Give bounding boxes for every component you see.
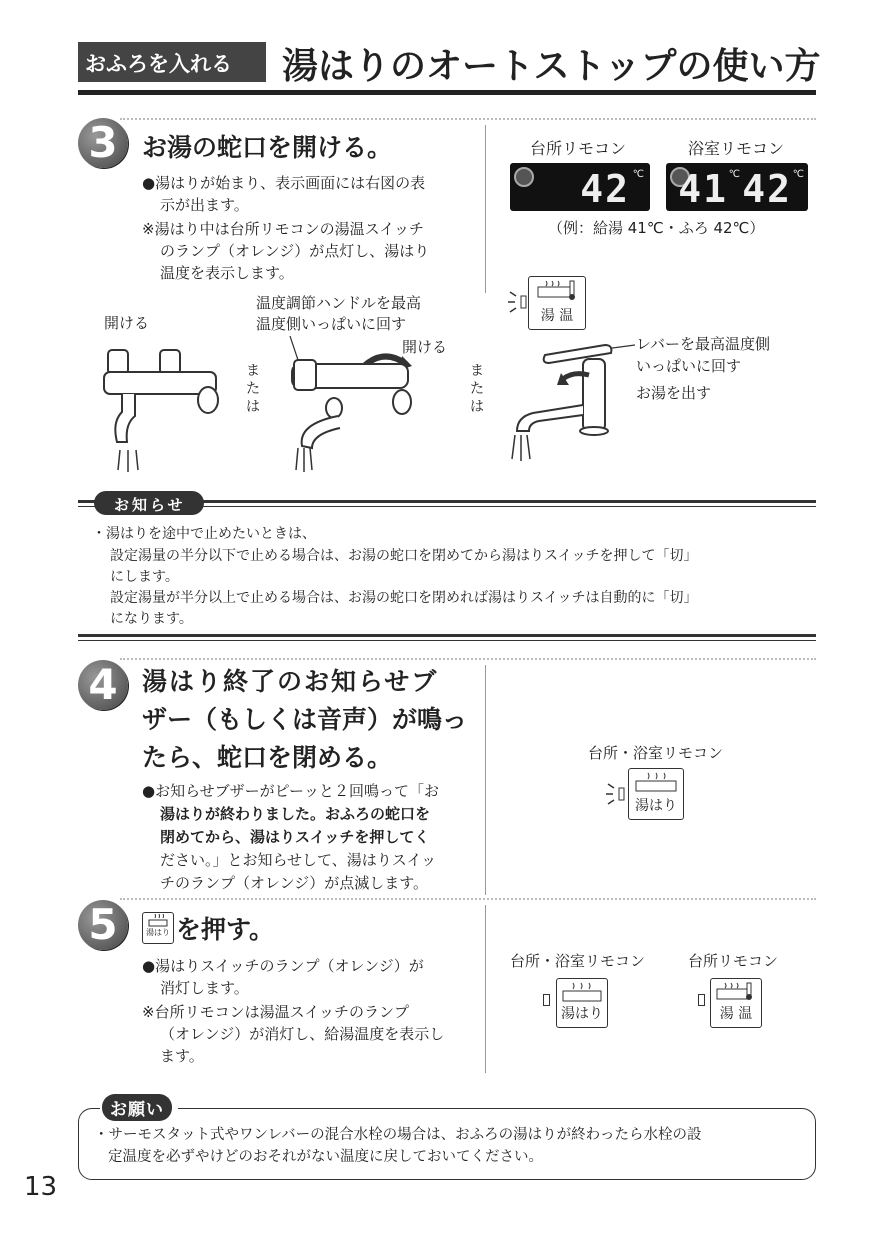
lamp-off-indicator: [698, 994, 705, 1006]
request-heading: お願い: [102, 1094, 172, 1121]
step4-body-line1: ●お知らせブザーがピーッと２回鳴って「お: [142, 782, 440, 800]
request-line2: 定温度を必ずやけどのおそれがない温度に戻しておいてください。: [108, 1149, 543, 1165]
thermostat-faucet-illustration: [284, 336, 424, 476]
divider: [120, 898, 816, 900]
lever-label-line1: レバーを最高温度側: [636, 335, 770, 353]
notice-line3: にします。: [110, 569, 179, 585]
kitchen-remote-display: [510, 163, 650, 211]
or-text-1: または: [246, 363, 260, 415]
step3-title: お湯の蛇口を開ける。: [142, 133, 393, 162]
yuhari-button-off-label: 湯はり: [561, 1006, 603, 1022]
bath-icon: [632, 771, 680, 795]
notice-line5: になります。: [110, 611, 193, 627]
unit-label-right: ℃: [792, 169, 804, 180]
lamp-off-indicator: [543, 994, 550, 1006]
bath-icon: [559, 981, 605, 1003]
display-example: （例：給湯 41℃・ふろ 42℃）: [548, 219, 765, 237]
bath-icon: [146, 914, 170, 928]
kitchen-temp: 42: [580, 167, 630, 211]
step5-remote-left-label: 台所・浴室リモコン: [510, 952, 646, 970]
kitchen-remote-label: 台所リモコン: [530, 139, 627, 158]
yuhari-button-label: 湯はり: [635, 798, 677, 814]
notice-heading: お知らせ: [114, 496, 186, 514]
step5-note-line2: （オレンジ）が消灯し、給湯温度を表示し: [160, 1025, 445, 1043]
faucet2-label-line1: 温度調節ハンドルを最高: [256, 294, 422, 312]
notice-line2: 設定湯量の半分以下で止める場合は、お湯の蛇口を閉めてから湯はりスイッチを押して「切」: [110, 548, 698, 564]
step4-body-line5: チのランプ（オレンジ）が点滅します。: [160, 874, 429, 892]
notice-line1: ・湯はりを途中で止めたいときは、: [92, 526, 316, 542]
step3-note-line2: のランプ（オレンジ）が点灯し、湯はり: [160, 242, 430, 260]
step5-note-line3: ます。: [160, 1047, 204, 1065]
yuon-button-label: 湯 温: [540, 308, 574, 324]
faucet1-label: 開ける: [104, 314, 150, 332]
bath-thermometer-icon: [532, 279, 582, 305]
header-rule: [78, 90, 816, 95]
notice-line4: 設定湯量が半分以上で止める場合は、お湯の蛇口を閉めれば湯はりスイッチは自動的に「切」: [110, 590, 698, 606]
bath-temp-right: 42: [742, 167, 792, 211]
step-number-5: 5: [78, 900, 128, 950]
bath-thermometer-icon: [713, 981, 759, 1003]
column-divider: [485, 665, 486, 895]
unit-label-left: ℃: [728, 169, 740, 180]
water-drop-icon: [514, 167, 534, 187]
step-number-4: 4: [78, 660, 128, 710]
step3-note-line3: 温度を表示します。: [160, 264, 294, 282]
step3-bullet-line2: 示が出ます。: [160, 196, 249, 214]
step4-body-line2: 湯はりが終わりました。おふろの蛇口を: [160, 805, 431, 823]
request-line1: ・サーモスタット式やワンレバーの混合水栓の場合は、おふろの湯はりが終わったら水栓の設: [94, 1127, 702, 1143]
step4-title-line1: 湯はり終了のお知らせブ: [142, 667, 439, 696]
bath-temp-left: 41: [678, 167, 728, 211]
step4-title-line2: ザー（もしくは音声）が鳴っ: [142, 705, 468, 734]
bath-remote-display: [666, 163, 808, 211]
faucet2-open-label: 開ける: [402, 338, 448, 356]
yuon-button-off-label: 湯 温: [719, 1006, 753, 1022]
step4-body-line4: ださい。」とお知らせして、湯はりスイッ: [160, 851, 437, 869]
step5-title: を押す。: [176, 915, 275, 944]
lever-label-line3: お湯を出す: [636, 384, 712, 402]
lever-label-line2: いっぱいに回す: [636, 357, 742, 375]
or-text-2: または: [470, 363, 484, 415]
step4-body-line3: 閉めてから、湯はりスイッチを押してく: [160, 828, 430, 846]
two-handle-faucet-illustration: [100, 340, 230, 475]
step5-body-line1: ●湯はりスイッチのランプ（オレンジ）が: [142, 957, 424, 975]
yuon-button: [528, 276, 586, 330]
notice-rule-bottom-inner: [78, 640, 816, 641]
category-label: おふろを入れる: [85, 52, 232, 76]
yuon-button-off: [710, 978, 762, 1028]
step5-note-line1: ※台所リモコンは湯温スイッチのランプ: [142, 1003, 409, 1021]
column-divider: [485, 125, 486, 293]
unit-label: ℃: [632, 169, 644, 180]
step-number-3: 3: [78, 118, 128, 168]
step5-body-line2: 消灯します。: [160, 979, 249, 997]
yuhari-icon-label: 湯はり: [146, 928, 170, 937]
yuhari-button-icon: [142, 912, 174, 944]
yuhari-button-off: [556, 978, 608, 1028]
step4-title-line3: たら、蛇口を閉める。: [142, 743, 393, 772]
lever-faucet-illustration: [505, 335, 635, 465]
step3-bullet-line1: ●湯はりが始まり、表示画面には右図の表: [142, 174, 426, 192]
faucet2-label-line2: 温度側いっぱいに回す: [256, 315, 407, 333]
divider: [120, 118, 816, 120]
divider: [120, 658, 816, 660]
step3-note-line1: ※湯はり中は台所リモコンの湯温スイッチ: [142, 220, 424, 238]
page-title: 湯はりのオートストップの使い方: [282, 46, 821, 87]
notice-rule-bottom: [78, 634, 816, 637]
bath-remote-label: 浴室リモコン: [688, 139, 785, 158]
yuhari-button: [628, 768, 684, 820]
step4-remote-label: 台所・浴室リモコン: [588, 744, 724, 762]
column-divider: [485, 905, 486, 1073]
page-number: 13: [24, 1172, 58, 1202]
step5-remote-right-label: 台所リモコン: [688, 952, 779, 970]
